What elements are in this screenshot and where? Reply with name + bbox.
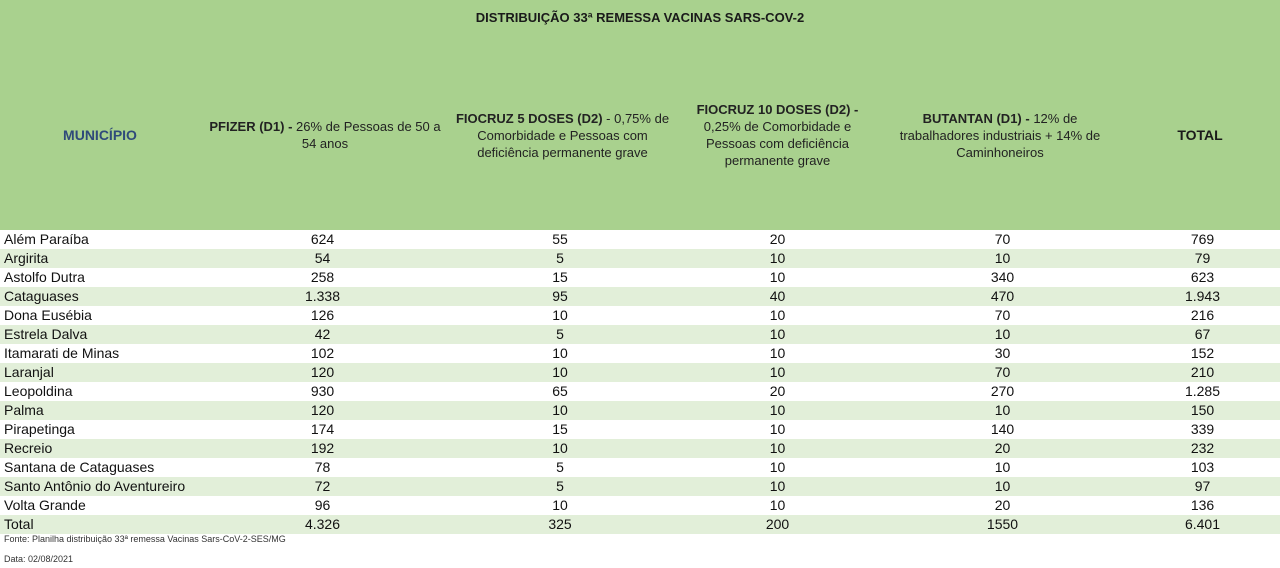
cell-butantan: 140 <box>990 421 1015 437</box>
column-header-fiocruz-10-bold: FIOCRUZ 10 DOSES (D2) - <box>696 102 859 117</box>
table-row <box>0 344 1280 363</box>
cell-total: 136 <box>1190 497 1215 513</box>
cell-municipio: Volta Grande <box>4 497 86 513</box>
cell-fiocruz-5: 5 <box>556 250 564 266</box>
cell-fiocruz-10: 10 <box>769 402 786 418</box>
cell-fiocruz-5: 65 <box>552 383 568 399</box>
cell-pfizer: 930 <box>310 383 335 399</box>
cell-fiocruz-10: 20 <box>769 231 786 247</box>
cell-municipio: Cataguases <box>4 288 79 304</box>
cell-fiocruz-5: 10 <box>552 307 568 323</box>
cell-fiocruz-5: 95 <box>552 288 568 304</box>
cell-pfizer: 78 <box>314 459 331 475</box>
column-header-fiocruz-5-bold: FIOCRUZ 5 DOSES (D2) <box>455 110 603 126</box>
column-header-total <box>1120 80 1280 190</box>
cell-butantan: 10 <box>994 459 1011 475</box>
cell-fiocruz-10: 10 <box>769 421 786 437</box>
cell-butantan: 10 <box>994 250 1011 266</box>
cell-municipio: Santana de Cataguases <box>4 459 155 475</box>
cell-fiocruz-10: 10 <box>769 345 786 361</box>
cell-butantan: 20 <box>994 497 1011 513</box>
cell-fiocruz-5: 325 <box>548 516 572 532</box>
table-row <box>0 496 1280 515</box>
column-header-pfizer <box>205 80 445 190</box>
cell-pfizer: 126 <box>310 307 335 323</box>
cell-pfizer: 120 <box>310 364 335 380</box>
cell-total: 67 <box>1194 326 1211 342</box>
table-row <box>0 401 1280 420</box>
cell-fiocruz-10: 10 <box>769 440 786 456</box>
cell-total: 769 <box>1190 231 1215 247</box>
cell-fiocruz-10: 200 <box>765 516 790 532</box>
column-header-pfizer-bold: PFIZER (D1) - <box>209 119 293 134</box>
cell-pfizer: 102 <box>310 345 335 361</box>
cell-fiocruz-10: 10 <box>769 459 786 475</box>
cell-fiocruz-10: 10 <box>769 250 786 266</box>
column-header-fiocruz-10 <box>680 80 875 190</box>
date-note: Data: 02/08/2021 <box>4 554 74 564</box>
column-header-butantan-desc: 12% de trabalhadores industriais + 14% de Caminhoneiros <box>899 110 1101 160</box>
table-row <box>0 382 1280 401</box>
cell-fiocruz-10: 10 <box>769 307 786 323</box>
table-row <box>0 249 1280 268</box>
cell-municipio: Astolfo Dutra <box>4 269 85 285</box>
cell-pfizer: 54 <box>314 250 331 266</box>
cell-fiocruz-5: 5 <box>556 326 564 342</box>
cell-butantan: 70 <box>994 231 1011 247</box>
cell-pfizer: 192 <box>310 440 335 456</box>
cell-fiocruz-5: 10 <box>552 345 568 361</box>
cell-pfizer: 42 <box>314 326 331 342</box>
cell-municipio: Itamarati de Minas <box>4 345 120 361</box>
cell-pfizer: 72 <box>314 478 331 494</box>
cell-fiocruz-5: 10 <box>552 402 568 418</box>
table-row <box>0 420 1280 439</box>
column-header-butantan <box>885 80 1115 190</box>
cell-fiocruz-10: 20 <box>769 383 786 399</box>
cell-fiocruz-5: 15 <box>552 421 568 437</box>
table-row <box>0 458 1280 477</box>
cell-butantan: 10 <box>994 402 1011 418</box>
distribution-table <box>0 230 1280 534</box>
table-header-band <box>0 0 1280 230</box>
cell-fiocruz-5: 10 <box>552 440 568 456</box>
cell-total: 1.943 <box>1184 288 1221 304</box>
cell-total: 210 <box>1190 364 1215 380</box>
cell-butantan: 30 <box>994 345 1011 361</box>
column-header-total-label: TOTAL <box>1177 126 1223 143</box>
cell-butantan: 70 <box>994 307 1011 323</box>
cell-fiocruz-5: 5 <box>556 459 564 475</box>
table-row <box>0 439 1280 458</box>
source-note: Fonte: Planilha distribuição 33ª remessa Vacinas Sars-CoV-2-SES/MG <box>4 534 286 544</box>
table-row <box>0 363 1280 382</box>
cell-total: 339 <box>1190 421 1215 437</box>
cell-pfizer: 1.338 <box>304 288 341 304</box>
cell-fiocruz-10: 10 <box>769 478 786 494</box>
cell-municipio: Recreio <box>4 440 53 456</box>
cell-total: 97 <box>1194 478 1211 494</box>
table-row <box>0 287 1280 306</box>
cell-fiocruz-5: 55 <box>552 231 568 247</box>
table-row <box>0 306 1280 325</box>
table-row <box>0 268 1280 287</box>
cell-total: 232 <box>1190 440 1215 456</box>
cell-pfizer: 96 <box>314 497 331 513</box>
page-title: DISTRIBUIÇÃO 33ª REMESSA VACINAS SARS-COV-2 <box>475 10 805 25</box>
cell-butantan: 10 <box>994 478 1011 494</box>
column-header-municipio <box>0 80 200 190</box>
cell-fiocruz-5: 10 <box>552 364 568 380</box>
cell-butantan: 20 <box>994 440 1011 456</box>
cell-total: 79 <box>1194 250 1211 266</box>
cell-fiocruz-5: 15 <box>552 269 568 285</box>
cell-fiocruz-10: 10 <box>769 269 786 285</box>
cell-fiocruz-10: 40 <box>769 288 786 304</box>
cell-butantan: 70 <box>994 364 1011 380</box>
column-header-fiocruz-5-desc: - 0,75% de Comorbidade e Pessoas com deficiência permanente grave <box>477 110 670 160</box>
cell-total: 152 <box>1190 345 1215 361</box>
cell-total: 150 <box>1190 402 1215 418</box>
cell-butantan: 10 <box>994 326 1011 342</box>
cell-total: 6.401 <box>1184 516 1221 532</box>
column-header-pfizer-desc: 26% de Pessoas de 50 a 54 anos <box>292 119 441 151</box>
column-header-fiocruz-10-desc: 0,25% de Comorbidade e Pessoas com deficiência permanente grave <box>703 119 852 168</box>
cell-municipio: Além Paraíba <box>4 231 89 247</box>
cell-municipio: Estrela Dalva <box>4 326 88 342</box>
cell-municipio: Argirita <box>4 250 49 266</box>
cell-municipio: Pirapetinga <box>4 421 75 437</box>
cell-total: 1.285 <box>1184 383 1221 399</box>
cell-butantan: 1550 <box>986 516 1019 532</box>
cell-municipio: Total <box>4 516 34 532</box>
cell-municipio: Leopoldina <box>4 383 73 399</box>
cell-municipio: Santo Antônio do Aventureiro <box>4 478 186 494</box>
table-row <box>0 230 1280 249</box>
total-row <box>0 515 1280 534</box>
cell-pfizer: 120 <box>310 402 335 418</box>
cell-total: 623 <box>1190 269 1215 285</box>
cell-fiocruz-5: 10 <box>552 497 568 513</box>
cell-pfizer: 174 <box>310 421 335 437</box>
table-row <box>0 325 1280 344</box>
cell-pfizer: 258 <box>310 269 335 285</box>
cell-pfizer: 624 <box>310 231 335 247</box>
table-row <box>0 477 1280 496</box>
cell-fiocruz-10: 10 <box>769 326 786 342</box>
cell-butantan: 340 <box>990 269 1015 285</box>
column-header-fiocruz-5 <box>450 80 675 190</box>
cell-municipio: Laranjal <box>4 364 54 380</box>
cell-butantan: 270 <box>990 383 1015 399</box>
cell-fiocruz-10: 10 <box>769 364 786 380</box>
cell-pfizer: 4.326 <box>304 516 341 532</box>
cell-butantan: 470 <box>990 288 1015 304</box>
cell-total: 216 <box>1190 307 1215 323</box>
cell-fiocruz-5: 5 <box>556 478 564 494</box>
cell-total: 103 <box>1190 459 1215 475</box>
column-header-butantan-bold: BUTANTAN (D1) - <box>922 110 1030 126</box>
cell-municipio: Palma <box>4 402 44 418</box>
column-header-municipio-label: MUNICÍPIO <box>63 126 137 143</box>
cell-fiocruz-10: 10 <box>769 497 786 513</box>
cell-municipio: Dona Eusébia <box>4 307 92 323</box>
